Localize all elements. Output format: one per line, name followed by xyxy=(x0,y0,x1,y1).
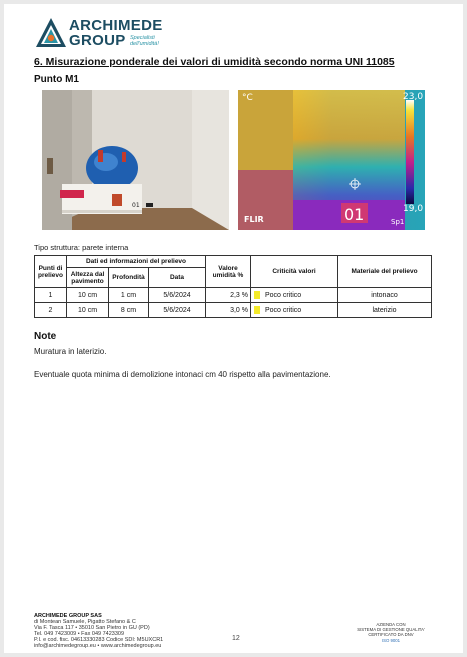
archimede-logo-icon xyxy=(34,16,68,50)
document-page xyxy=(4,4,463,653)
col-criticality: Criticità valori xyxy=(251,256,338,288)
page-number: 12 xyxy=(232,635,240,642)
logo-wordmark: ARCHIMEDE GROUP xyxy=(69,17,163,49)
humidity-table xyxy=(34,255,432,318)
thermal-max: 23,0 xyxy=(403,92,424,102)
col-group-sample: Dati ed informazioni del prelievo xyxy=(67,256,206,268)
flir-brand: FLIR xyxy=(244,215,264,224)
col-material: Materiale del prelievo xyxy=(338,256,432,288)
col-point: Punti di prelievo xyxy=(35,256,67,288)
notes-heading: Note xyxy=(34,331,57,342)
col-depth: Profondità xyxy=(109,268,149,288)
company-logo xyxy=(34,16,184,52)
quality-certification: AZIENDA CON SISTEMA DI GESTIONE QUALITA' CERTIFICATO DA DNV ISO 9001 xyxy=(357,622,425,643)
logo-tagline: Specialisti dell'umidità! xyxy=(130,35,159,47)
table-row: 1 10 cm 1 cm 5/6/2024 2,3 % Poco critico intonaco xyxy=(35,288,432,303)
note-line-2: Eventuale quota minima di demolizione intonaci cm 40 rispetto alla pavimentazione. xyxy=(34,370,331,379)
note-line-1: Muratura in laterizio. xyxy=(34,347,107,356)
thermal-image xyxy=(238,90,425,230)
structure-type: Tipo struttura: parete interna xyxy=(34,243,129,252)
thermal-min: 19,0 xyxy=(403,204,424,214)
site-photo xyxy=(42,90,229,230)
footer-address: ARCHIMEDE GROUP SAS di Montean Samuele, Pigatto Stefano & C Via F. Tasca 117 • 35010 San Pietro in GU (PD) Tel. 049 7423009 • Fax 049 7423309 P.I. e cod. fisc. 04613330283 Codice SDI: M5UXCR1 info@archimedegroup.eu • www.archimedegroup.eu xyxy=(34,613,164,649)
criticality-swatch xyxy=(254,291,260,299)
svg-text:01: 01 xyxy=(132,202,140,209)
point-title: Punto M1 xyxy=(34,74,79,85)
col-date: Data xyxy=(149,268,206,288)
criticality-swatch xyxy=(254,306,260,314)
thermal-marker: Sp1 xyxy=(391,218,405,226)
section-title: 6. Misurazione ponderale dei valori di umidità secondo norma UNI 11085 xyxy=(34,56,395,68)
col-value: Valore umidità % xyxy=(206,256,251,288)
svg-text:01: 01 xyxy=(344,205,365,224)
col-height: Altezza dal pavimento xyxy=(67,268,109,288)
thermal-unit: °C xyxy=(242,93,253,103)
table-row: 2 10 cm 8 cm 5/6/2024 3,0 % Poco critico laterizio xyxy=(35,303,432,318)
